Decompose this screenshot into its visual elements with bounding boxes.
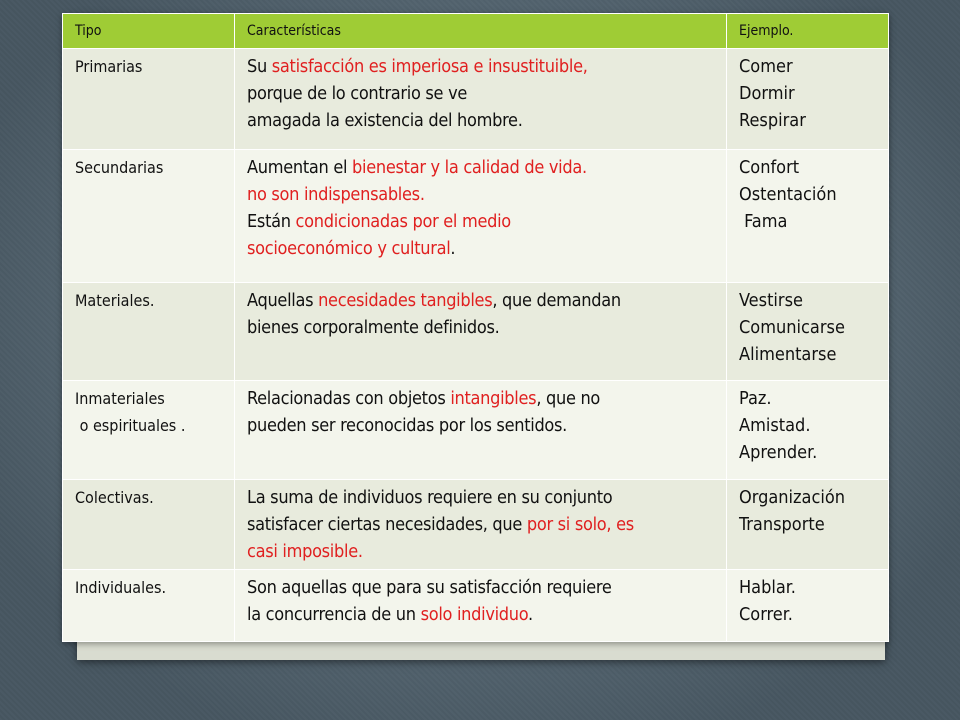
ejemplo-line: Alimentarse	[739, 343, 837, 365]
tipo-line: Colectivas.	[75, 487, 154, 507]
ejemplo-line: Confort	[739, 156, 800, 178]
plain-text: satisfacer ciertas necesidades, que	[247, 513, 527, 535]
caracteristicas-line	[247, 154, 720, 181]
highlight-text: intangibles	[450, 388, 537, 410]
tipo-line: Materiales.	[75, 290, 155, 310]
ejemplo-line: Organización	[739, 486, 846, 508]
plain-text: La suma de individuos requiere en su conjunto	[247, 486, 613, 508]
caracteristicas-line	[247, 208, 720, 235]
caracteristicas-line	[247, 107, 720, 134]
cell-caracteristicas	[235, 282, 727, 380]
table-row	[63, 149, 889, 282]
ejemplo-line: Amistad.	[739, 415, 811, 437]
ejemplo-line: Aprender.	[739, 442, 818, 464]
highlight-text: condicionadas por el medio	[295, 210, 511, 232]
ejemplo-line: Transporte	[739, 513, 825, 535]
needs-table	[62, 13, 889, 642]
table-row	[63, 570, 889, 642]
ejemplo-line: Respirar	[739, 110, 806, 131]
plain-text: Son aquellas que para su satisfacción requiere	[247, 577, 612, 599]
cell-ejemplo	[727, 381, 889, 479]
cell-ejemplo	[727, 479, 889, 569]
ejemplo-line: Hablar.	[739, 577, 796, 599]
ejemplo-line: Paz.	[739, 388, 772, 410]
tipo-line: Inmateriales	[75, 389, 165, 409]
table-row	[63, 282, 889, 380]
plain-text: amagada la existencia del hombre.	[247, 110, 523, 131]
ejemplo-line: Comer	[739, 56, 793, 77]
caracteristicas-line	[247, 181, 720, 208]
highlight-text: bienestar y la calidad de vida.	[352, 156, 587, 178]
ejemplo-line: Correr.	[739, 604, 793, 626]
highlight-text: casi imposible.	[247, 540, 363, 562]
cell-caracteristicas	[235, 381, 727, 479]
caracteristicas-line	[247, 53, 720, 80]
highlight-text: socioeconómico y cultural	[247, 237, 451, 259]
tipo-line: Secundarias	[75, 157, 164, 177]
cell-tipo	[63, 381, 235, 479]
tipo-line: Primarias	[75, 57, 143, 76]
cell-tipo	[63, 149, 235, 282]
highlight-text: por si solo, es	[526, 513, 634, 535]
table-body	[63, 49, 889, 642]
header-caracteristicas: Características	[235, 14, 727, 49]
highlight-text: necesidades tangibles	[318, 289, 493, 311]
caracteristicas-line	[247, 287, 720, 314]
cell-ejemplo	[727, 570, 889, 642]
cell-ejemplo	[727, 49, 889, 150]
tipo-line: Individuales.	[75, 578, 167, 598]
caracteristicas-line	[247, 235, 720, 262]
caracteristicas-line	[247, 412, 720, 439]
cell-caracteristicas	[235, 570, 727, 642]
ejemplo-line: Ostentación	[739, 183, 837, 205]
caracteristicas-line	[247, 385, 720, 412]
caracteristicas-line	[247, 538, 720, 565]
cell-tipo	[63, 570, 235, 642]
tipo-line: o espirituales .	[75, 416, 186, 436]
caracteristicas-line	[247, 574, 720, 601]
caracteristicas-line	[247, 601, 720, 628]
header-tipo: Tipo	[63, 14, 235, 49]
caracteristicas-line	[247, 314, 720, 341]
plain-text: la concurrencia de un	[247, 604, 421, 626]
plain-text: , que demandan	[492, 289, 621, 311]
caracteristicas-line	[247, 80, 720, 107]
cell-ejemplo	[727, 149, 889, 282]
plain-text: bienes corporalmente definidos.	[247, 316, 500, 338]
cell-caracteristicas	[235, 49, 727, 150]
ejemplo-line: Dormir	[739, 83, 795, 104]
plain-text: Están	[247, 210, 296, 232]
ejemplo-line: Vestirse	[739, 289, 803, 311]
plain-text: .	[450, 237, 456, 259]
highlight-text: satisfacción es imperiosa e insustituible,	[271, 56, 588, 77]
plain-text: porque de lo contrario se ve	[247, 83, 468, 104]
plain-text: .	[528, 604, 533, 626]
plain-text: , que no	[536, 388, 601, 410]
plain-text: Aumentan el	[247, 156, 353, 178]
highlight-text: solo individuo	[420, 604, 529, 626]
caracteristicas-line	[247, 484, 720, 511]
table-row	[63, 479, 889, 569]
plain-text: Su	[247, 56, 272, 77]
plain-text: pueden ser reconocidas por los sentidos.	[247, 415, 568, 437]
cell-caracteristicas	[235, 479, 727, 569]
cell-tipo	[63, 282, 235, 380]
cell-tipo	[63, 49, 235, 150]
highlight-text: no son indispensables.	[247, 183, 425, 205]
cell-ejemplo	[727, 282, 889, 380]
ejemplo-line: Fama	[739, 210, 788, 232]
table-row	[63, 381, 889, 479]
cell-caracteristicas	[235, 149, 727, 282]
plain-text: Aquellas	[247, 289, 319, 311]
caracteristicas-line	[247, 511, 720, 538]
table-header-row	[63, 14, 889, 49]
ejemplo-line: Comunicarse	[739, 316, 845, 338]
cell-tipo	[63, 479, 235, 569]
table-row	[63, 49, 889, 150]
plain-text: Relacionadas con objetos	[247, 388, 451, 410]
header-ejemplo: Ejemplo.	[727, 14, 889, 49]
